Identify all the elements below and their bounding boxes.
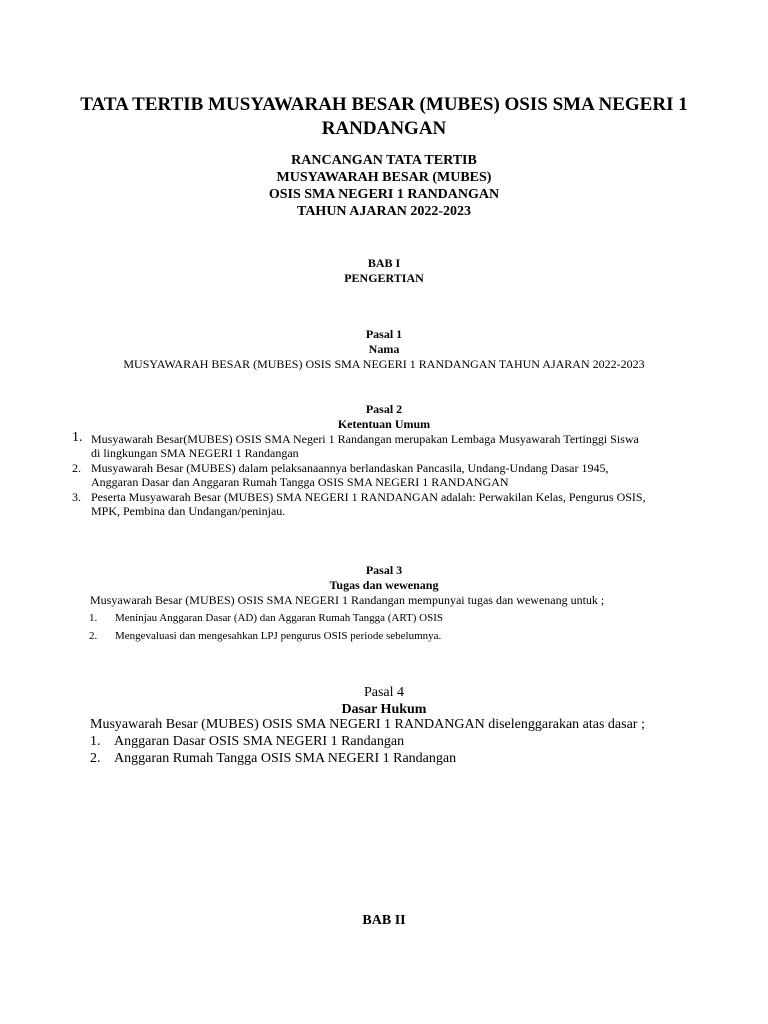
list-item	[72, 461, 692, 489]
list-number: 1.	[72, 430, 83, 445]
subtitle-line: OSIS SMA NEGERI 1 RANDANGAN	[268, 187, 500, 202]
list-item	[90, 750, 456, 767]
bab2-label: BAB II	[362, 913, 406, 928]
pasal3-list	[89, 610, 443, 644]
list-text: Anggaran Dasar dan Anggaran Rumah Tangga OSIS SMA NEGERI 1 RANDANGAN	[91, 475, 509, 489]
list-text: Anggaran Dasar OSIS SMA NEGERI 1 Randangan	[114, 734, 405, 749]
subtitle-line: MUSYAWARAH BESAR (MUBES)	[276, 170, 492, 185]
list-text: Musyawarah Besar(MUBES) OSIS SMA Negeri 1 Randangan merupakan Lembaga Musyawarah Tertinggi Siswa	[91, 432, 639, 446]
list-number: 2.	[89, 630, 98, 642]
pasal3-heading	[40, 563, 728, 593]
bab1-heading	[40, 256, 728, 286]
pasal1-heading	[40, 327, 728, 357]
pasal1-text: MUSYAWARAH BESAR (MUBES) OSIS SMA NEGERI 1 RANDANGAN TAHUN AJARAN 2022-2023	[123, 357, 645, 371]
list-item	[90, 733, 456, 750]
list-text: Mengevaluasi dan mengesahkan LPJ pengurus OSIS periode sebelumnya.	[115, 630, 442, 642]
main-title: TATA TERTIB MUSYAWARAH BESAR (MUBES) OSIS SMA NEGERI 1 RANDANGAN	[80, 94, 688, 139]
pasal4-title: Dasar Hukum	[341, 702, 427, 717]
list-text: di lingkungan SMA NEGERI 1 Randangan	[91, 446, 299, 460]
pasal2-title: Ketentuan Umum	[337, 417, 431, 431]
list-text: Meninjau Anggaran Dasar (AD) dan Aggaran Rumah Tangga (ART) OSIS	[115, 612, 443, 624]
pasal2-heading	[40, 402, 728, 432]
list-number: 2.	[72, 461, 81, 475]
subtitle-line: TAHUN AJARAN 2022-2023	[297, 204, 471, 219]
list-number: 1.	[89, 612, 98, 624]
list-number: 3.	[72, 490, 81, 504]
list-item	[89, 610, 443, 626]
list-item	[72, 490, 692, 518]
pasal3-label: Pasal 3	[365, 563, 403, 577]
list-number: 2.	[90, 751, 101, 766]
list-text: MPK, Pembina dan Undangan/peninjau.	[91, 504, 286, 518]
pasal2-list	[72, 432, 692, 518]
pasal1-label: Pasal 1	[365, 327, 403, 341]
pasal4-label: Pasal 4	[363, 685, 405, 700]
subtitle-line: RANCANGAN TATA TERTIB	[291, 153, 477, 168]
list-text: Peserta Musyawarah Besar (MUBES) SMA NEGERI 1 RANDANGAN adalah: Perwakilan Kelas, Pengurus OSIS,	[91, 490, 646, 504]
pasal1-title: Nama	[368, 342, 400, 356]
subtitle-block	[60, 152, 708, 220]
pasal4-intro: Musyawarah Besar (MUBES) OSIS SMA NEGERI 1 RANDANGAN diselenggarakan atas dasar ;	[90, 717, 645, 732]
pasal4-heading	[40, 684, 728, 718]
pasal3-intro: Musyawarah Besar (MUBES) OSIS SMA NEGERI 1 Randangan mempunyai tugas dan wewenang untuk ;	[90, 593, 605, 607]
pasal4-list	[90, 733, 456, 767]
list-text: Musyawarah Besar (MUBES) dalam pelaksanaannya berlandaskan Pancasila, Undang-Undang Dasar 1945,	[91, 461, 609, 475]
pasal3-title: Tugas dan wewenang	[329, 578, 439, 592]
pasal2-label: Pasal 2	[365, 402, 403, 416]
bab1-title: PENGERTIAN	[344, 271, 424, 285]
list-text: Anggaran Rumah Tangga OSIS SMA NEGERI 1 Randangan	[114, 751, 457, 766]
list-item	[72, 432, 692, 460]
list-item	[89, 628, 443, 644]
list-number: 1.	[90, 734, 101, 749]
bab1-label: BAB I	[367, 256, 401, 270]
